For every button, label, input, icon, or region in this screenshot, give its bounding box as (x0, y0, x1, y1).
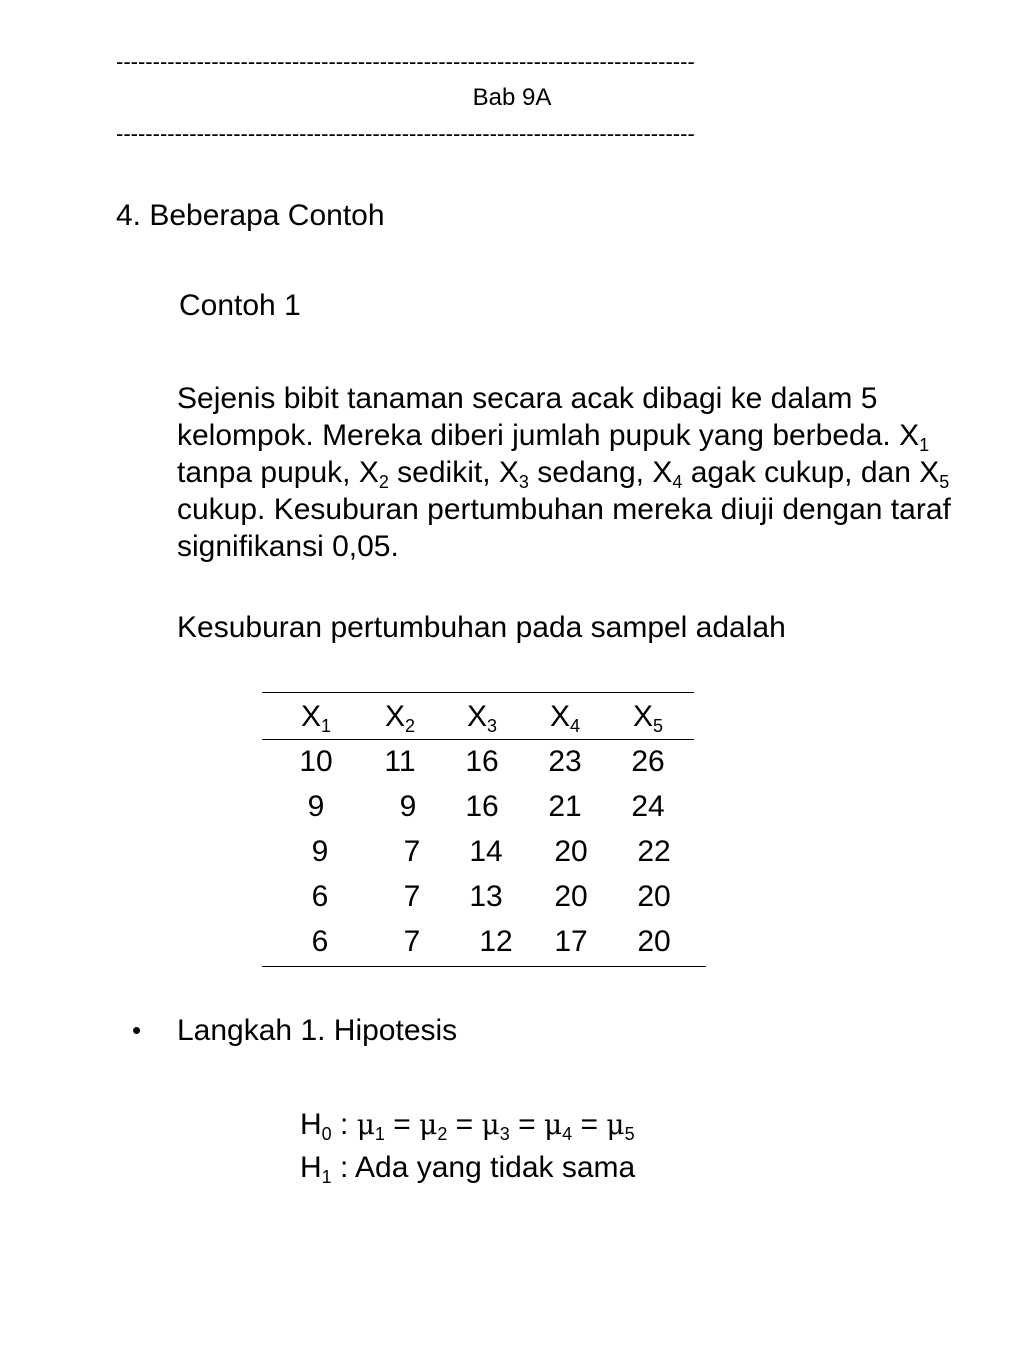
table-rule-header (262, 739, 694, 740)
table-cell: 17 (554, 925, 588, 958)
table-cell: 20 (637, 880, 671, 913)
table-cell: 23 (548, 745, 582, 778)
table-rule-top (262, 692, 694, 693)
null-hypothesis: $H_0$ : $\mu_1 = \mu_2 = \mu_3 = \mu_4 = \mu_5$ (300, 1108, 635, 1144)
table-cell: 21 (548, 790, 582, 823)
table-cell: 12 (479, 925, 513, 958)
table-cell: 10 (299, 745, 333, 778)
table-cell: 6 (311, 925, 329, 958)
problem-paragraph: Sejenis bibit tanaman secara acak dibagi ke dalam 5 kelompok. Mereka diberi jumlah pupuk yang berbeda. $X_1$ tanpa pupuk, $X_2$ sedikit, $X_3$ sedang, $X_4$ agak cukup, dan $X_5$ cukup. Kesuburan pertumbuhan mereka diuji dengan taraf signifikansi 0,05. (177, 382, 951, 563)
chapter-title: Bab 9A (472, 84, 552, 111)
table-cell: 20 (554, 880, 588, 913)
table-cell: 6 (311, 880, 329, 913)
table-cell: 9 (311, 835, 329, 868)
table-cell: 7 (403, 835, 421, 868)
table-header-x3: $X_3$ (466, 700, 498, 736)
table-header-x5: $X_5$ (632, 700, 664, 736)
section-title: 4. Beberapa Contoh (116, 199, 385, 232)
table-cell: 9 (399, 790, 417, 823)
table-header-x1: $X_1$ (300, 700, 332, 736)
table-header-x4: $X_4$ (549, 700, 581, 736)
table-cell: 11 (384, 745, 416, 778)
sample-intro-text: Kesuburan pertumbuhan pada sampel adalah (177, 611, 786, 644)
header-dash-line-bottom: ------------------------------------------------------------------------------- (116, 121, 695, 146)
table-rule-bottom (262, 966, 706, 967)
table-header-x2: $X_2$ (384, 700, 416, 736)
table-cell: 26 (631, 745, 665, 778)
table-cell: 16 (465, 745, 499, 778)
table-cell: 20 (554, 835, 588, 868)
table-cell: 14 (469, 835, 503, 868)
table-cell: 13 (469, 880, 503, 913)
table-cell: 7 (403, 880, 421, 913)
table-cell: 16 (465, 790, 499, 823)
table-cell: 9 (307, 790, 325, 823)
table-cell: 24 (631, 790, 665, 823)
alternative-hypothesis: $H_1$ : Ada yang tidak sama (300, 1151, 636, 1187)
table-cell: 22 (637, 835, 671, 868)
step-heading: Langkah 1. Hipotesis (177, 1014, 458, 1047)
table-cell: 7 (403, 925, 421, 958)
header-dash-line-top: ------------------------------------------------------------------------------- (116, 49, 695, 74)
bullet-marker: • (132, 1015, 142, 1045)
example-title: Contoh 1 (179, 289, 301, 322)
table-cell: 20 (637, 925, 671, 958)
